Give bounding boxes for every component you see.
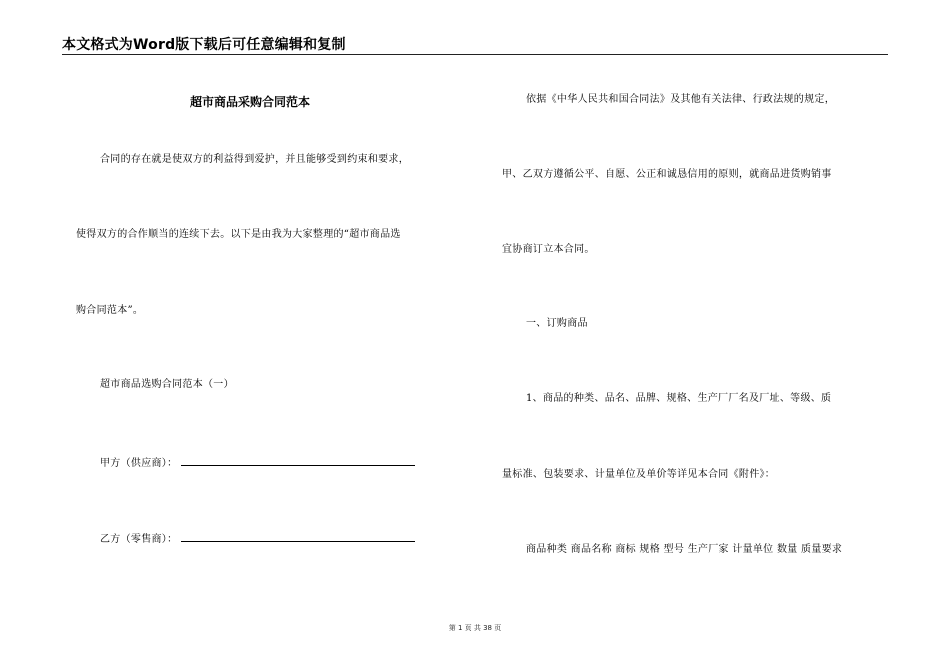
party-b-blank bbox=[181, 531, 415, 542]
party-a-label: 甲方（供应商）： bbox=[100, 458, 178, 469]
party-b-line bbox=[100, 531, 415, 546]
section-heading-1: 一、订购商品 bbox=[526, 318, 588, 329]
header-title: 本文格式为Word版下载后可任意编辑和复制 bbox=[62, 37, 346, 53]
left-paragraph-line-3: 购合同范本”。 bbox=[76, 305, 144, 316]
clause-1-line-2: 量标准、包装要求、计量单位及单价等详见本合同《附件》： bbox=[502, 469, 776, 480]
party-a-line bbox=[100, 455, 415, 470]
page-header bbox=[62, 34, 888, 55]
contract-subtitle: 超市商品选购合同范本（一） bbox=[100, 379, 234, 390]
left-paragraph-line-2: 使得双方的合作顺当的连续下去。以下是由我为大家整理的“超市商品选 bbox=[76, 229, 401, 240]
left-paragraph-line-1: 合同的存在就是使双方的利益得到爱护，并且能够受到约束和要求， bbox=[100, 154, 409, 165]
page-number: 第 1 页 共 38 页 bbox=[448, 624, 502, 632]
party-a-blank bbox=[181, 455, 415, 466]
party-b-label: 乙方（零售商）： bbox=[100, 534, 178, 545]
goods-table-header: 商品种类 商品名称 商标 规格 型号 生产厂家 计量单位 数量 质量要求 bbox=[526, 544, 843, 555]
right-paragraph-line-1: 依据《中华人民共和国合同法》及其他有关法律、行政法规的规定， bbox=[526, 94, 835, 105]
right-paragraph-line-2: 甲、乙双方遵循公平、自愿、公正和诚恳信用的原则，就商品进货购销事 bbox=[502, 169, 832, 180]
document-title: 超市商品采购合同范本 bbox=[190, 95, 311, 109]
clause-1-line-1: 1、商品的种类、品名、品牌、规格、生产厂厂名及厂址、等级、质 bbox=[526, 393, 832, 404]
right-paragraph-line-3: 宜协商订立本合同。 bbox=[502, 244, 595, 255]
